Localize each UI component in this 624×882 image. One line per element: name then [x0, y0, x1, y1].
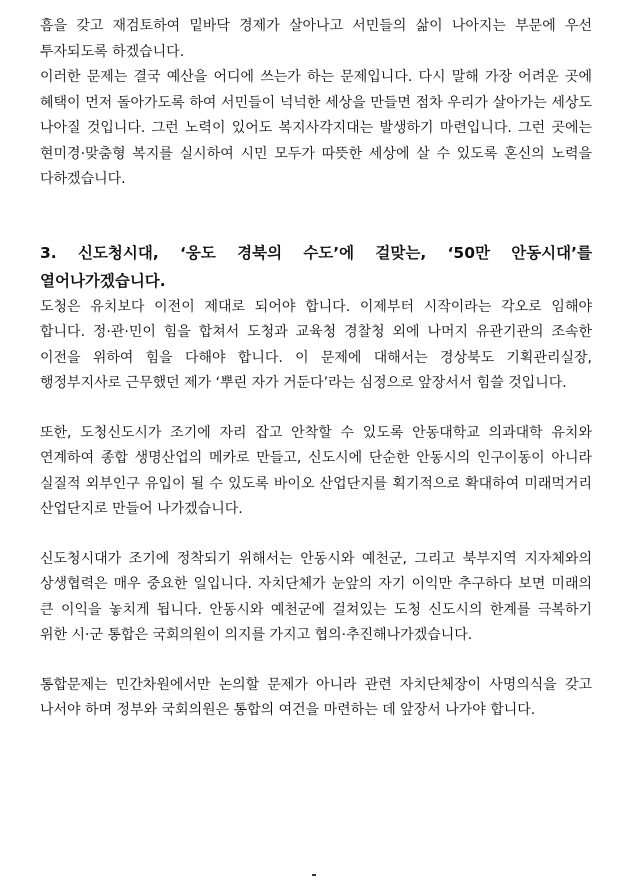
- paragraph-spacer: [40, 649, 592, 673]
- paragraph-section-3: 신도청시대가 조기에 정착되기 위해서는 안동시와 예천군, 그리고 북부지역 지자체와의 상생협력은 매우 중요한 일입니다. 자치단체가 눈앞의 자기 이익만 추구하다 보면 미래의 큰 이익을 놓치게 됩니다. 안동시와 예천군에 걸쳐있는 도청 신도시의 한계를 극복하기 위한 시·군 통합은 국회의원이 의지를 가지고 협의·추진해나가겠습니다.: [40, 550, 592, 643]
- paragraph-section-1: 도청은 유치보다 이전이 제대로 되어야 합니다. 이제부터 시작이라는 각오로 임해야 합니다. 정·관·민이 힘을 합쳐서 도청과 교육청 경찰청 외에 나머지 유관기관의 조속한 이전을 위하여 힘을 다해야 합니다. 이 문제에 대해서는 경상북도 기획관리실장, 행정부지사로 근무했던 제가 ‘뿌린 자가 거둔다’라는 심정으로 앞장서서 힘쓸 것입니다.: [40, 298, 592, 391]
- paragraph-top-1: 흠을 갖고 재검토하여 밑바닥 경제가 살아나고 서민들의 삶이 나아지는 부문에 우선 투자되도록 하겠습니다.: [40, 18, 592, 60]
- paragraph-section-2: 또한, 도청신도시가 조기에 자리 잡고 안착할 수 있도록 안동대학교 의과대학 유치와 연계하여 종합 생명산업의 메카로 만들고, 신도시에 단순한 안동시의 인구이동이 아니라 실질적 외부인구 유입이 될 수 있도록 바이오 산업단지를 획기적으로 확대하여 미래먹거리 산업단지로 만들어 나가겠습니다.: [40, 424, 592, 517]
- paragraph-top-2: 이러한 문제는 결국 예산을 어디에 쓰는가 하는 문제입니다. 다시 말해 가장 어려운 곳에 혜택이 먼저 돌아가도록 하여 서민들이 넉넉한 세상을 만들면 점차 우리가 살아가는 세상도 나아질 것입니다. 그런 노력이 있어도 복지사각지대는 발생하기 마련입니다. 그런 곳에는 현미경·맞춤형 복지를 실시하여 시민 모두가 따뜻한 세상에 살 수 있도록 혼신의 노력을 다하겠습니다.: [40, 69, 592, 187]
- section-heading: 3. 신도청시대, ‘웅도 경북의 수도’에 걸맞는, ‘50만 안동시대’를 열어나가겠습니다.: [40, 243, 592, 290]
- page-number-mark: [312, 874, 316, 876]
- paragraph-spacer: [40, 397, 592, 421]
- document-page: [40, 14, 592, 724]
- paragraph-section-4: 통합문제는 민간차원에서만 논의할 문제가 아니라 관련 자치단체장이 사명의식을 갖고 나서야 하며 정부와 국회의원은 통합의 여건을 마련하는 데 앞장서 나가야 합니다.: [40, 676, 592, 718]
- section-spacer: [40, 193, 592, 239]
- paragraph-spacer: [40, 523, 592, 547]
